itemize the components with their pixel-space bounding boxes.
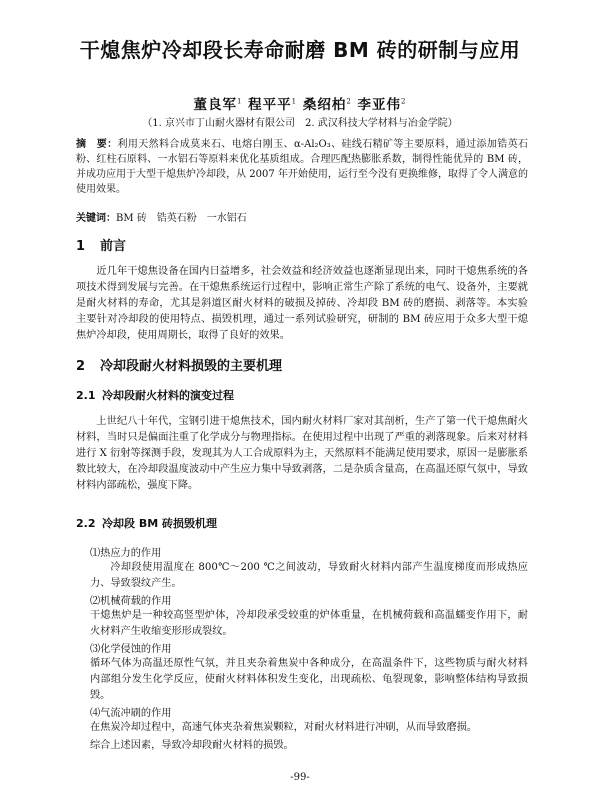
subsection-title: 冷却段耐火材料的演变过程 (102, 389, 234, 402)
section-title: 冷却段耐火材料损毁的主要机理 (100, 359, 283, 374)
section-2-heading (76, 355, 282, 374)
keywords (76, 209, 528, 224)
page-number: -99- (290, 772, 310, 783)
section-title: 前言 (100, 239, 127, 254)
summary-sentence: 综合上述因素，导致冷却段耐火材料的损毁。 (90, 740, 294, 751)
keywords-label: 关键词： (76, 213, 116, 224)
author-name: 桑绍柏 (302, 97, 347, 113)
mechanism-item-heading: ⑷气流冲刷的作用 (90, 708, 172, 719)
author-affil-mark: 1 (237, 97, 243, 106)
subsection-2-1-heading (76, 387, 234, 403)
subsection-2-2-heading (76, 515, 217, 531)
affiliation: （1. 京兴市丁山耐火器材有限公司 2. 武汉科技大学材料与冶金学院） (142, 118, 458, 129)
subsection-2-1-paragraph: 上世纪八十年代，宝钢引进干熄焦技术，国内耐火材料厂家对其剖析，生产了第一代干熄焦耐火材料，当时只是偏面注重了化学成分与物理指标。在使用过程中出现了严重的剥落现象。后来对材料进行 X 衍射等探测手段，发现其为人工合成原料为主，天然原料不能满足使用要求，原因一是膨胀系数比较大，在冷却段温度波动中产生应力集中导致剥落，二是杂质含量高，在高温还原气氛中，导致材料内部疏松，强度下降。 (76, 416, 528, 491)
mechanism-item-heading: ⑴热应力的作用 (90, 548, 162, 559)
section-number: 2 (76, 359, 86, 374)
abstract-text: 利用天然料合成莫来石、电熔白刚玉、α-Al₂O₃、硅线石精矿等主要原料，通过添加锆英石粉、红柱石原料、一水铝石等原料来优化基质组成。合理匹配热膨胀系数，制得性能优异的 BM 砖，并成功应用于大型干熄焦炉冷却段，从 2007 年开始使用，运行至今没有更换维修，取得了令人满意的使用效果。 (76, 139, 528, 195)
author-name: 程平平 (248, 97, 292, 113)
subsection-number: 2.1 (76, 389, 96, 402)
author-list (40, 93, 560, 113)
abstract-label: 摘 要： (76, 139, 118, 150)
paper-title: 干熄焦炉冷却段长寿命耐磨 BM 砖的研制与应用 (79, 38, 521, 62)
author-affil-mark: 2 (401, 97, 407, 106)
author-affil-mark: 1 (291, 97, 298, 106)
mechanism-item-heading: ⑵机械荷载的作用 (90, 596, 172, 607)
mechanism-item-text: 在焦炭冷却过程中，高速气体夹杂着焦炭颗粒，对耐火材料进行冲刷，从而导致磨损。 (90, 722, 478, 733)
section-1-paragraph: 近几年干熄焦设备在国内日益增多，社会效益和经济效益也逐渐显现出来，同时干熄焦系统的各项技术得到发展与完善。在干熄焦系统运行过程中，影响正常生产除了系统的电气、设备外，主要就是耐火材料的寿命，尤其是斜道区耐火材料的破损及掉砖、冷却段 BM 砖的磨损、剥落等。本实验主要针对冷却段的使用特点、损毁机理，通过一系列试验研究，研制的 BM 砖应用于众多大型干熄焦炉冷却段，使用周期长，取得了良好的效果。 (76, 266, 528, 341)
author-name: 李亚伟 (357, 97, 402, 113)
author-affil-mark: 2 (346, 97, 352, 106)
mechanism-item-text: 循环气体为高温还原性气氛，并且夹杂着焦炭中各种成分，在高温条件下，这些物质与耐火材料内部组分发生化学反应，使耐火材料体积发生变化，出现疏松、龟裂现象，影响整体结构导致损毁。 (90, 658, 528, 701)
abstract (76, 137, 528, 197)
section-1-heading (76, 235, 126, 254)
subsection-title: 冷却段 BM 砖损毁机理 (102, 517, 217, 530)
author-name: 董良军 (193, 97, 237, 113)
mechanism-item-text: 干熄焦炉是一种较高竖型炉体，冷却段承受较重的炉体重量，在机械荷载和高温蠕变作用下，耐火材料产生收缩变形形成裂纹。 (90, 610, 528, 637)
mechanism-item-text: 冷却段使用温度在 800℃～200 ℃之间波动，导致耐火材料内部产生温度梯度而形成热应力、导致裂纹产生。 (90, 562, 528, 589)
section-number: 1 (76, 239, 86, 254)
mechanism-item-heading: ⑶化学侵蚀的作用 (90, 644, 172, 655)
subsection-number: 2.2 (76, 517, 96, 530)
keywords-text: BM 砖 锆英石粉 一水铝石 (116, 213, 247, 224)
